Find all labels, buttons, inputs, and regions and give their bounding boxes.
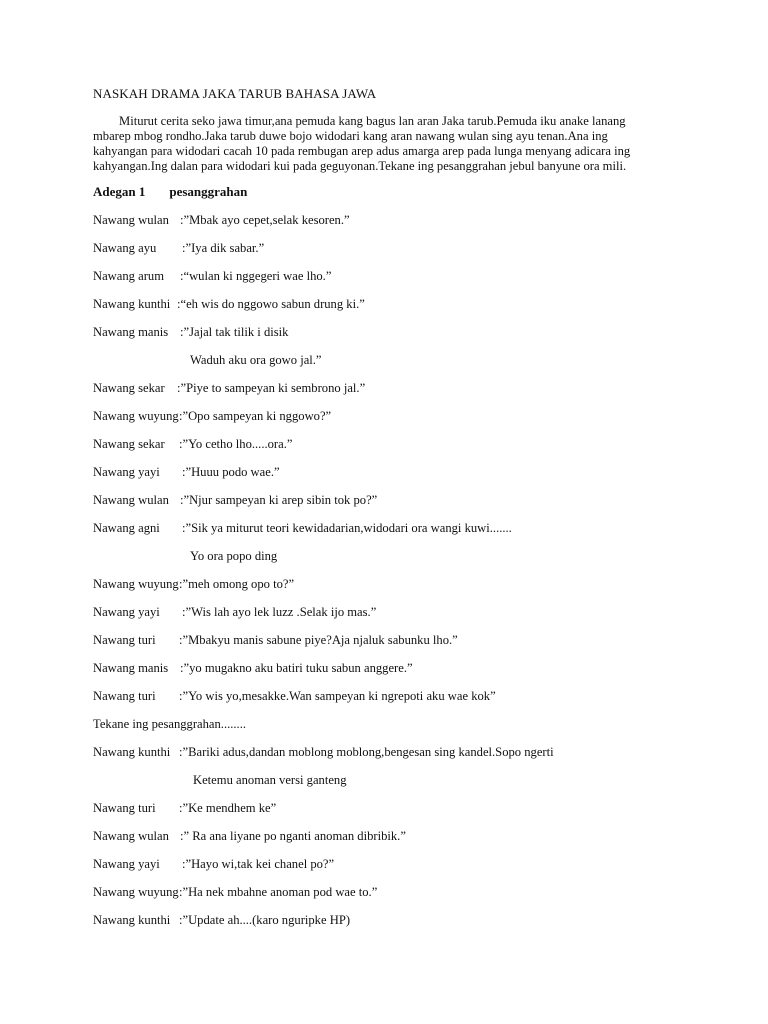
speaker-name: Nawang wulan	[93, 829, 169, 843]
document-title: NASKAH DRAMA JAKA TARUB BAHASA JAWA	[93, 86, 377, 101]
intro-line: Miturut cerita seko jawa timur,ana pemuda kang bagus lan aran Jaka tarub.Pemuda iku anake lanang	[119, 114, 626, 128]
speaker-separator: :	[179, 885, 183, 899]
dialogue-row	[93, 745, 554, 760]
dialogue-row	[93, 521, 512, 536]
speaker-name: Nawang yayi	[93, 465, 160, 479]
dialogue-row	[93, 913, 350, 928]
dialogue-line: ”meh omong opo to?”	[182, 577, 295, 591]
speaker-name: Nawang turi	[93, 801, 156, 815]
dialogue-row	[93, 493, 377, 508]
speaker-name: Nawang kunthi	[93, 297, 171, 311]
speaker-separator: :	[179, 801, 183, 815]
dialogue-row	[93, 213, 350, 228]
speaker-name: Nawang sekar	[93, 437, 165, 451]
speaker-separator: :	[180, 829, 184, 843]
speaker-name: Nawang wulan	[93, 213, 169, 227]
dialogue-row	[93, 633, 458, 648]
dialogue-line: ”Mbak ayo cepet,selak kesoren.”	[183, 213, 350, 227]
speaker-separator: :	[182, 241, 186, 255]
intro-line: mbarep mbog rondho.Jaka tarub duwe bojo widodari kang aran nawang wulan sing ayu tenan.Ana ing	[93, 129, 608, 143]
speaker-separator: :	[182, 521, 186, 535]
dialogue-line: ” Ra ana liyane po nganti anoman dibribik.”	[183, 829, 406, 843]
dialogue-line: ”Hayo wi,tak kei chanel po?”	[185, 857, 335, 871]
dialogue-row	[93, 689, 496, 704]
dialogue-row	[93, 297, 365, 312]
dialogue-row	[93, 381, 365, 396]
dialogue-row	[93, 465, 280, 480]
dialogue-row	[93, 605, 376, 620]
speaker-separator: :	[182, 857, 186, 871]
speaker-name: Nawang kunthi	[93, 913, 171, 927]
speaker-name: Nawang yayi	[93, 605, 160, 619]
speaker-separator: :	[180, 213, 184, 227]
speaker-separator: :	[180, 269, 184, 283]
dialogue-line: ”Iya dik sabar.”	[185, 241, 265, 255]
dialogue-row	[93, 577, 294, 592]
speaker-separator: :	[179, 633, 183, 647]
dialogue-line: ”Ke mendhem ke”	[182, 801, 277, 815]
dialogue-line: ”Yo wis yo,mesakke.Wan sampeyan ki ngrepoti aku wae kok”	[182, 689, 496, 703]
dialogue-line: ”Jajal tak tilik i disik	[183, 325, 289, 339]
dialogue-row	[93, 241, 264, 256]
dialogue-line: ”Njur sampeyan ki arep sibin tok po?”	[183, 493, 378, 507]
speaker-name: Nawang ayu	[93, 241, 157, 255]
dialogue-line: “eh wis do nggowo sabun drung ki.”	[180, 297, 365, 311]
stage-direction: Tekane ing pesanggrahan........	[93, 717, 246, 731]
speaker-separator: :	[182, 605, 186, 619]
dialogue-line: ”Bariki adus,dandan moblong moblong,bengesan sing kandel.Sopo ngerti	[182, 745, 554, 759]
dialogue-line: ”Sik ya miturut teori kewidadarian,widodari ora wangi kuwi.......	[185, 521, 512, 535]
speaker-separator: :	[179, 913, 183, 927]
dialogue-line: ”Opo sampeyan ki nggowo?”	[182, 409, 332, 423]
scene-place: pesanggrahan	[169, 184, 248, 199]
speaker-separator: :	[177, 381, 181, 395]
speaker-name: Nawang wulan	[93, 493, 169, 507]
speaker-separator: :	[179, 409, 183, 423]
speaker-separator: :	[180, 325, 184, 339]
dialogue-row	[93, 857, 334, 872]
dialogue-line: “wulan ki nggegeri wae lho.”	[183, 269, 332, 283]
speaker-separator: :	[180, 661, 184, 675]
speaker-name: Nawang arum	[93, 269, 164, 283]
speaker-separator: :	[180, 493, 184, 507]
speaker-name: Nawang turi	[93, 689, 156, 703]
dialogue-continuation: Ketemu anoman versi ganteng	[193, 773, 347, 787]
dialogue-line: ”Huuu podo wae.”	[185, 465, 280, 479]
speaker-name: Nawang wuyung	[93, 577, 179, 591]
speaker-name: Nawang yayi	[93, 857, 160, 871]
dialogue-line: ”Wis lah ayo lek luzz .Selak ijo mas.”	[185, 605, 377, 619]
speaker-name: Nawang turi	[93, 633, 156, 647]
speaker-name: Nawang wuyung	[93, 885, 179, 899]
dialogue-line: ”Yo cetho lho.....ora.”	[182, 437, 293, 451]
speaker-separator: :	[177, 297, 181, 311]
intro-line: kahyangan para widodari cacah 10 pada rembugan arep adus amarga arep pada lunga menyang adicara ing	[93, 144, 631, 158]
speaker-name: Nawang sekar	[93, 381, 165, 395]
dialogue-row	[93, 801, 276, 816]
speaker-separator: :	[179, 745, 183, 759]
dialogue-row	[93, 885, 377, 900]
speaker-name: Nawang agni	[93, 521, 160, 535]
dialogue-row	[93, 437, 292, 452]
dialogue-row	[93, 325, 288, 340]
speaker-separator: :	[179, 437, 183, 451]
speaker-name: Nawang manis	[93, 325, 169, 339]
dialogue-continuation: Waduh aku ora gowo jal.”	[190, 353, 322, 367]
speaker-name: Nawang kunthi	[93, 745, 171, 759]
dialogue-row	[93, 409, 331, 424]
intro-line: kahyangan.Ing dalan para widodari kui pada geguyonan.Tekane ing pesanggrahan jebul banyune ora mili.	[93, 159, 627, 173]
dialogue-line: ”Ha nek mbahne anoman pod wae to.”	[182, 885, 378, 899]
speaker-separator: :	[179, 577, 183, 591]
speaker-separator: :	[179, 689, 183, 703]
dialogue-line: ”yo mugakno aku batiri tuku sabun anggere.”	[183, 661, 413, 675]
dialogue-line: ”Piye to sampeyan ki sembrono jal.”	[180, 381, 366, 395]
scene-heading	[93, 184, 247, 200]
scene-number: Adegan 1	[93, 184, 146, 199]
speaker-separator: :	[182, 465, 186, 479]
dialogue-row	[93, 269, 331, 284]
dialogue-line: ”Update ah....(karo nguripke HP)	[182, 913, 351, 927]
dialogue-row	[93, 829, 406, 844]
dialogue-line: ”Mbakyu manis sabune piye?Aja njaluk sabunku lho.”	[182, 633, 458, 647]
speaker-name: Nawang wuyung	[93, 409, 179, 423]
speaker-name: Nawang manis	[93, 661, 169, 675]
dialogue-row	[93, 661, 413, 676]
dialogue-continuation: Yo ora popo ding	[190, 549, 278, 563]
intro-paragraph	[93, 114, 663, 174]
